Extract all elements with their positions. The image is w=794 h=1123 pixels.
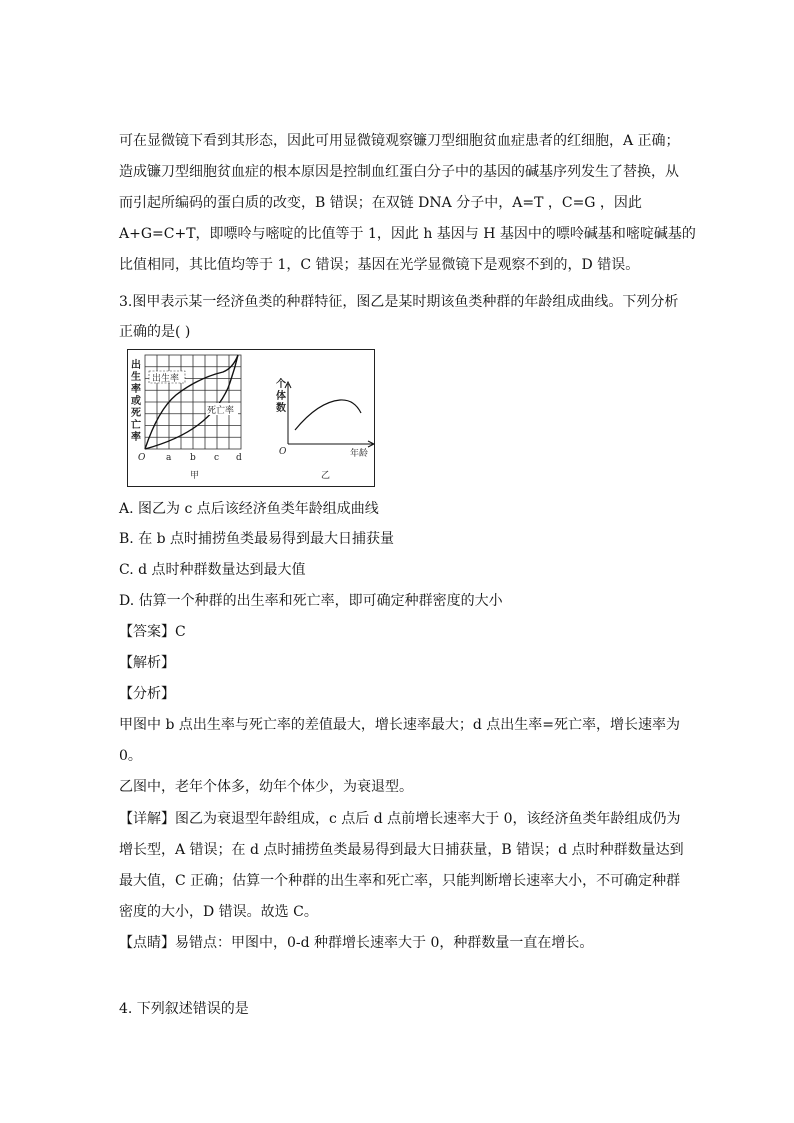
detail-line-1: 【详解】图乙为衰退型年龄组成，c 点后 d 点前增长速率大于 0，该经济鱼类年龄组成仍为 (119, 811, 681, 827)
yi-origin-label: O (279, 447, 287, 457)
death-rate-label: 死亡率 (207, 406, 235, 416)
yi-caption: 乙 (321, 471, 331, 481)
age-structure-curve (295, 400, 361, 430)
option-c: C. d 点时种群数量达到最大值 (119, 562, 306, 578)
option-d: D. 估算一个种群的出生率和死亡率，即可确定种群密度的大小 (119, 593, 503, 609)
jia-origin-label: O (138, 453, 146, 463)
yi-y-label-char: 体 (276, 391, 286, 402)
jia-y-label-char: 亡 (131, 420, 141, 431)
answer-line: 【答案】C (119, 624, 186, 640)
jia-y-label-char: 或 (131, 396, 141, 407)
figure-svg (128, 350, 376, 488)
jia-y-label-char: 死 (131, 408, 141, 419)
yi-y-label-char: 数 (276, 403, 286, 414)
jia-x-tick-a: a (166, 453, 172, 463)
yi-y-label-char: 个 (276, 379, 286, 390)
fenxi-line-3: 乙图中，老年个体多，幼年个体少，为衰退型。 (119, 779, 413, 795)
yi-axes (285, 382, 374, 447)
analysis-heading: 【解析】 (119, 655, 175, 671)
option-a: A. 图乙为 c 点后该经济鱼类年龄组成曲线 (119, 501, 379, 517)
jia-y-label-char: 率 (131, 384, 141, 395)
prev-explanation-line-4: A+G=C+T，即嘌呤与嘧啶的比值等于 1，因此 h 基因与 H 基因中的嘌呤碱基和嘧啶碱基的 (119, 226, 696, 242)
jia-x-tick-b: b (190, 453, 196, 463)
question3-stem-line-1: 3.图甲表示某一经济鱼类的种群特征，图乙是某时期该鱼类种群的年龄组成曲线。下列分析 (119, 294, 679, 310)
yi-x-axis-label: 年龄 (350, 449, 369, 459)
jia-caption: 甲 (190, 471, 200, 481)
prev-explanation-line-2: 造成镰刀型细胞贫血症的根本原因是控制血红蛋白分子中的基因的碱基序列发生了替换，从 (119, 164, 679, 180)
prev-explanation-line-1: 可在显微镜下看到其形态，因此可用显微镜观察镰刀型细胞贫血症患者的红细胞，A 正确； (119, 133, 680, 149)
question3-figure (127, 349, 375, 487)
question4-stem: 4. 下列叙述错误的是 (119, 1001, 249, 1017)
fenxi-line-2: 0。 (119, 748, 142, 764)
tip-line: 【点睛】易错点：甲图中，0-d 种群增长速率大于 0，种群数量一直在增长。 (119, 935, 594, 951)
jia-y-label-char: 率 (131, 432, 141, 443)
fenxi-heading: 【分析】 (119, 686, 175, 702)
prev-explanation-line-5: 比值相同，其比值均等于 1，C 错误；基因在光学显微镜下是观察不到的，D 错误。 (119, 257, 640, 273)
jia-x-tick-c: c (214, 453, 220, 463)
option-b: B. 在 b 点时捕捞鱼类最易得到最大日捕获量 (119, 531, 395, 547)
jia-grid (145, 355, 241, 449)
jia-x-tick-d: d (236, 453, 242, 463)
prev-explanation-line-3: 而引起所编码的蛋白质的改变，B 错误；在双链 DNA 分子中，A=T ，C=G ，因此 (119, 195, 642, 211)
birth-rate-label: 出生率 (152, 374, 180, 384)
detail-line-3: 最大值，C 正确；估算一个种群的出生率和死亡率，只能判断增长速率大小，不可确定种群 (119, 873, 681, 889)
jia-y-label-char: 出 (131, 360, 141, 371)
jia-y-label (131, 358, 141, 443)
question3-stem-line-2: 正确的是( ) (119, 324, 191, 340)
detail-line-4: 密度的大小，D 错误。故选 C。 (119, 904, 318, 920)
yi-y-label (276, 377, 286, 414)
detail-line-2: 增长型，A 错误；在 d 点时捕捞鱼类最易得到最大日捕获量，B 错误；d 点时种群数量达到 (119, 842, 684, 858)
jia-y-label-char: 生 (131, 372, 141, 383)
fenxi-line-1: 甲图中 b 点出生率与死亡率的差值最大，增长速率最大；d 点出生率=死亡率，增长速率为 (119, 717, 681, 733)
